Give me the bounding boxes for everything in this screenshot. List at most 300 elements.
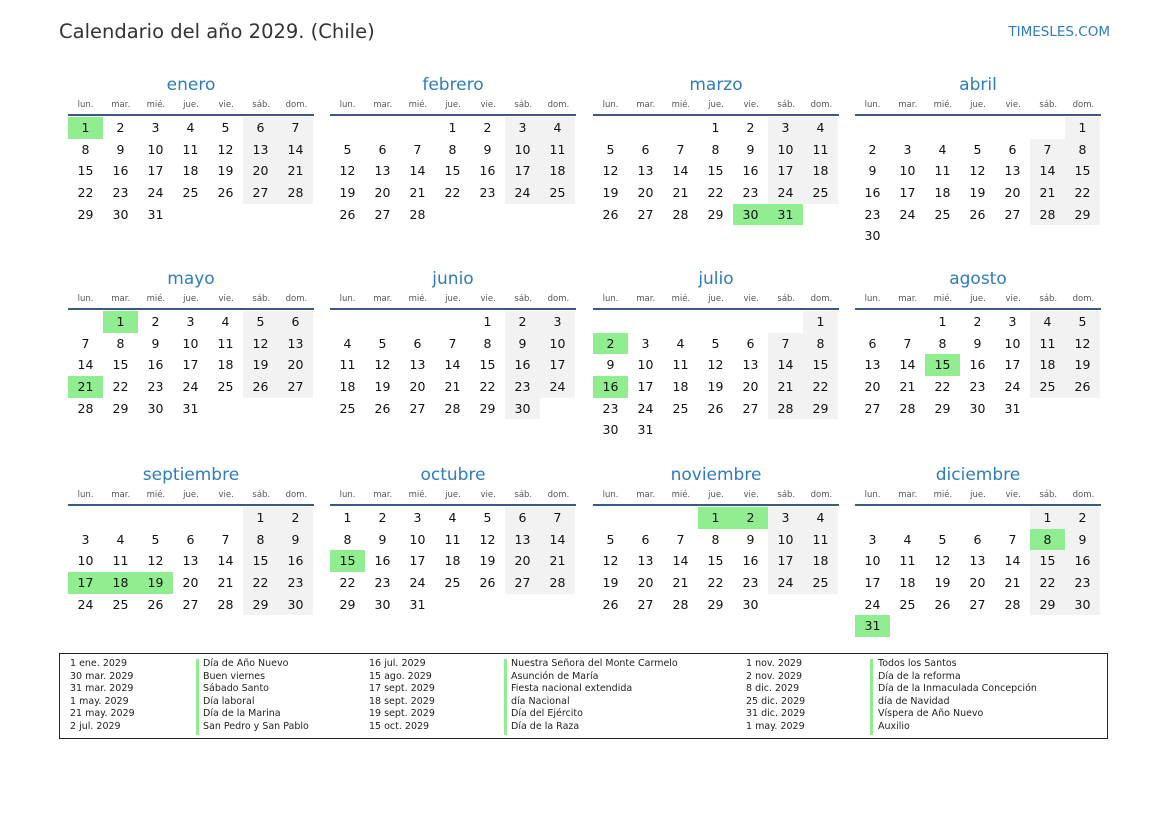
day: 26 (217, 185, 234, 201)
legend-date: 1 nov. 2029 (746, 658, 802, 669)
day: 26 (374, 400, 391, 416)
weekday-label: jue. (970, 294, 986, 304)
day: 23 (864, 206, 881, 222)
weekday-label: mié. (671, 294, 691, 304)
legend-holiday-name: Sábado Santo (203, 683, 269, 695)
day: 7 (81, 335, 90, 351)
day: 14 (444, 357, 461, 373)
day: 21 (899, 379, 916, 395)
day: 15 (1030, 550, 1065, 572)
day: 10 (147, 141, 164, 157)
day: 27 (969, 596, 986, 612)
weekday-label: dom. (547, 100, 570, 110)
day: 22 (339, 575, 356, 591)
day: 10 (540, 333, 575, 355)
day: 7 (413, 141, 422, 157)
day: 3 (186, 314, 195, 329)
day: 5 (151, 531, 160, 547)
weekday-label: sáb. (252, 100, 271, 110)
day: 14 (1004, 553, 1021, 569)
day: 25 (803, 182, 838, 204)
day: 19 (339, 185, 356, 201)
day: 9 (973, 335, 982, 351)
weekday-label: vie. (218, 294, 234, 304)
day: 11 (1030, 333, 1065, 355)
day: 6 (378, 141, 387, 157)
day: 18 (934, 185, 951, 201)
weekday-label: jue. (970, 490, 986, 500)
day: 25 (339, 400, 356, 416)
day: 18 (672, 379, 689, 395)
empty-cell (173, 507, 208, 529)
day: 20 (182, 575, 199, 591)
weekday-label: dom. (285, 294, 308, 304)
weekday-label: vie. (218, 100, 234, 110)
day: 23 (374, 575, 391, 591)
legend-date: 15 ago. 2029 (369, 670, 432, 682)
day: 3 (81, 531, 90, 547)
weekday-header (68, 97, 314, 116)
weekday-label: sáb. (514, 490, 533, 500)
day: 7 (540, 507, 575, 529)
weekday-label: mar. (111, 100, 131, 110)
day: 13 (505, 529, 540, 551)
day: 16 (864, 185, 881, 201)
day: 16 (742, 553, 759, 569)
day: 26 (969, 206, 986, 222)
weekday-label: dom. (1072, 100, 1095, 110)
day: 4 (540, 117, 575, 139)
day: 21 (768, 376, 803, 398)
day: 29 (339, 596, 356, 612)
legend-holiday-name: Día de la Raza (511, 720, 580, 732)
legend-names-col-3 (878, 658, 1037, 734)
empty-cell (68, 311, 103, 333)
month-diciembre (855, 463, 1101, 637)
weekday-label: lun. (602, 294, 619, 304)
day: 26 (602, 206, 619, 222)
day: 16 (278, 550, 313, 572)
day: 9 (1065, 529, 1100, 551)
legend-date: 18 sept. 2029 (369, 695, 435, 707)
day: 20 (505, 550, 540, 572)
day: 22 (1065, 182, 1100, 204)
day: 6 (186, 531, 195, 547)
day-grid (330, 507, 576, 615)
weekday-label: mié. (933, 294, 953, 304)
day-grid (855, 117, 1101, 247)
weekday-label: mié. (933, 100, 953, 110)
weekday-label: sáb. (777, 490, 796, 500)
holiday-day: 31 (855, 615, 890, 637)
day: 12 (602, 163, 619, 179)
day: 9 (278, 529, 313, 551)
empty-cell (960, 507, 995, 529)
day: 14 (768, 354, 803, 376)
day: 6 (868, 335, 877, 351)
day: 17 (409, 553, 426, 569)
day: 25 (217, 379, 234, 395)
day: 11 (934, 163, 951, 179)
empty-cell (1030, 117, 1065, 139)
site-link[interactable]: TIMESLES.COM (1008, 24, 1110, 40)
day-grid (593, 311, 839, 441)
weekday-label: mar. (373, 294, 393, 304)
day: 27 (278, 376, 313, 398)
day: 7 (278, 117, 313, 139)
legend-holiday-name: Buen viernes (203, 670, 266, 682)
day: 7 (221, 531, 230, 547)
month-name: agosto (949, 269, 1007, 289)
day: 21 (444, 379, 461, 395)
day-grid (593, 507, 839, 615)
month-name: noviembre (670, 465, 762, 485)
weekday-header (593, 97, 839, 116)
day: 19 (1065, 354, 1100, 376)
weekday-label: jue. (183, 490, 199, 500)
day: 24 (77, 596, 94, 612)
empty-cell (698, 311, 733, 333)
day: 23 (112, 185, 129, 201)
day: 2 (278, 507, 313, 529)
weekday-label: mié. (408, 294, 428, 304)
day: 1 (343, 510, 352, 525)
day: 5 (243, 311, 278, 333)
legend-dates-col-1 (70, 658, 135, 734)
day: 25 (182, 185, 199, 201)
month-name: diciembre (935, 465, 1021, 485)
day: 30 (1065, 594, 1100, 616)
holiday-day: 31 (768, 204, 803, 226)
month-octubre (330, 463, 576, 615)
legend-holiday-name: Auxilio (878, 720, 910, 732)
day: 1 (803, 311, 838, 333)
legend-date: 17 sept. 2029 (369, 683, 435, 695)
day-grid (68, 117, 314, 225)
legend-date: 2 jul. 2029 (70, 720, 121, 732)
day: 25 (540, 182, 575, 204)
weekday-label: dom. (810, 100, 833, 110)
day: 24 (864, 596, 881, 612)
weekday-label: vie. (480, 294, 496, 304)
day: 5 (221, 120, 230, 135)
month-name: septiembre (142, 465, 240, 485)
day: 19 (707, 379, 724, 395)
day: 1 (1030, 507, 1065, 529)
day: 14 (672, 553, 689, 569)
weekday-label: lun. (864, 100, 881, 110)
day: 3 (505, 117, 540, 139)
day: 15 (1065, 160, 1100, 182)
day: 12 (217, 141, 234, 157)
empty-cell (663, 507, 698, 529)
day: 23 (742, 575, 759, 591)
holiday-day: 15 (925, 354, 960, 376)
legend-holiday-name: Fiesta nacional extendida (511, 683, 633, 695)
day: 3 (151, 120, 160, 135)
day: 22 (444, 185, 461, 201)
weekday-label: vie. (480, 100, 496, 110)
day: 8 (343, 531, 352, 547)
weekday-label: vie. (1005, 100, 1021, 110)
weekday-label: lun. (864, 490, 881, 500)
empty-cell (138, 507, 173, 529)
empty-cell (960, 117, 995, 139)
legend-holiday-name: San Pedro y San Pablo (203, 720, 309, 732)
legend-marker (870, 659, 873, 735)
day: 16 (742, 163, 759, 179)
weekday-label: jue. (708, 100, 724, 110)
month-junio (330, 267, 576, 419)
day: 26 (1065, 376, 1100, 398)
day: 13 (1004, 163, 1021, 179)
day: 1 (711, 120, 720, 135)
day: 2 (746, 120, 755, 135)
day: 28 (444, 400, 461, 416)
empty-cell (628, 117, 663, 139)
day: 16 (1065, 550, 1100, 572)
weekday-label: mar. (111, 294, 131, 304)
holiday-day: 1 (698, 507, 733, 529)
weekday-label: dom. (810, 490, 833, 500)
weekday-label: mié. (408, 490, 428, 500)
day: 18 (899, 575, 916, 591)
empty-cell (365, 117, 400, 139)
empty-cell (855, 311, 890, 333)
weekday-label: mar. (898, 100, 918, 110)
weekday-label: dom. (285, 490, 308, 500)
day: 29 (112, 400, 129, 416)
day: 7 (676, 531, 685, 547)
month-agosto (855, 267, 1101, 419)
day: 5 (483, 510, 492, 525)
day-grid (855, 311, 1101, 419)
weekday-label: vie. (1005, 490, 1021, 500)
weekday-header (330, 97, 576, 116)
legend-date: 31 dic. 2029 (746, 708, 806, 720)
weekday-label: lun. (339, 100, 356, 110)
day: 10 (409, 531, 426, 547)
day: 4 (343, 335, 352, 351)
weekday-label: jue. (445, 294, 461, 304)
day: 28 (217, 596, 234, 612)
day: 12 (602, 553, 619, 569)
day: 11 (803, 139, 838, 161)
day: 10 (768, 529, 803, 551)
weekday-label: mar. (636, 100, 656, 110)
day: 7 (1030, 139, 1065, 161)
weekday-label: lun. (339, 294, 356, 304)
day: 29 (803, 398, 838, 420)
day: 13 (243, 139, 278, 161)
day: 13 (637, 163, 654, 179)
day: 20 (637, 575, 654, 591)
day: 10 (182, 335, 199, 351)
weekday-label: mié. (671, 490, 691, 500)
day: 30 (112, 206, 129, 222)
day: 4 (803, 117, 838, 139)
day: 27 (243, 182, 278, 204)
day: 28 (278, 182, 313, 204)
holiday-day: 15 (330, 550, 365, 572)
weekday-label: sáb. (1039, 100, 1058, 110)
day: 5 (606, 531, 615, 547)
day: 11 (182, 141, 199, 157)
day: 31 (409, 596, 426, 612)
day: 22 (707, 575, 724, 591)
day: 9 (483, 141, 492, 157)
empty-cell (890, 507, 925, 529)
day: 10 (864, 553, 881, 569)
empty-cell (400, 117, 435, 139)
weekday-header (68, 291, 314, 310)
empty-cell (400, 311, 435, 333)
day: 27 (409, 400, 426, 416)
day: 16 (147, 357, 164, 373)
month-febrero (330, 73, 576, 225)
day: 21 (409, 185, 426, 201)
day: 4 (1030, 311, 1065, 333)
day: 22 (479, 379, 496, 395)
weekday-label: sáb. (1039, 294, 1058, 304)
weekday-label: dom. (547, 294, 570, 304)
day: 28 (899, 400, 916, 416)
day: 3 (641, 335, 650, 351)
day: 12 (479, 531, 496, 547)
day: 18 (444, 553, 461, 569)
day: 6 (641, 141, 650, 157)
month-name: mayo (167, 269, 215, 289)
empty-cell (925, 117, 960, 139)
day: 9 (151, 335, 160, 351)
day: 3 (868, 531, 877, 547)
day: 18 (339, 379, 356, 395)
weekday-label: jue. (708, 490, 724, 500)
legend-holiday-name: día de Navidad (878, 695, 950, 707)
day: 4 (186, 120, 195, 135)
day: 22 (934, 379, 951, 395)
legend-date: 31 mar. 2029 (70, 683, 134, 695)
day: 22 (77, 185, 94, 201)
day: 26 (339, 206, 356, 222)
month-septiembre (68, 463, 314, 615)
empty-cell (628, 507, 663, 529)
day: 17 (864, 575, 881, 591)
day: 22 (707, 185, 724, 201)
holiday-day: 8 (1030, 529, 1065, 551)
day: 6 (505, 507, 540, 529)
day: 27 (374, 206, 391, 222)
legend-date: 16 jul. 2029 (369, 658, 426, 669)
day-grid (593, 117, 839, 225)
day: 16 (374, 553, 391, 569)
day: 22 (243, 572, 278, 594)
empty-cell (995, 507, 1030, 529)
day: 6 (973, 531, 982, 547)
day-grid (330, 311, 576, 419)
day: 2 (973, 314, 982, 329)
day: 6 (278, 311, 313, 333)
day: 14 (1030, 160, 1065, 182)
day: 5 (938, 531, 947, 547)
day: 5 (1065, 311, 1100, 333)
month-name: octubre (420, 465, 486, 485)
weekday-label: jue. (445, 490, 461, 500)
day: 18 (803, 550, 838, 572)
empty-cell (68, 507, 103, 529)
day: 30 (147, 400, 164, 416)
day-grid (68, 311, 314, 419)
empty-cell (768, 311, 803, 333)
month-name: marzo (689, 75, 743, 95)
day: 17 (899, 185, 916, 201)
legend-holiday-name: Asunción de María (511, 670, 599, 682)
day: 24 (540, 376, 575, 398)
legend-date: 1 may. 2029 (70, 695, 129, 707)
day: 21 (540, 550, 575, 572)
day: 23 (147, 379, 164, 395)
legend-date: 1 may. 2029 (746, 720, 805, 732)
day: 1 (243, 507, 278, 529)
empty-cell (628, 311, 663, 333)
day: 31 (637, 422, 654, 438)
day: 18 (217, 357, 234, 373)
day: 7 (903, 335, 912, 351)
day: 28 (409, 206, 426, 222)
day: 30 (374, 596, 391, 612)
day: 15 (444, 163, 461, 179)
weekday-label: vie. (743, 490, 759, 500)
day: 17 (1004, 357, 1021, 373)
day: 2 (116, 120, 125, 135)
day: 12 (969, 163, 986, 179)
day-grid (855, 507, 1101, 637)
weekday-label: mar. (636, 490, 656, 500)
day: 17 (768, 160, 803, 182)
holiday-day: 2 (733, 507, 768, 529)
empty-cell (995, 117, 1030, 139)
day: 21 (217, 575, 234, 591)
day: 26 (707, 400, 724, 416)
day: 4 (903, 531, 912, 547)
day: 7 (1008, 531, 1017, 547)
weekday-label: sáb. (777, 294, 796, 304)
month-name: julio (698, 269, 734, 289)
day: 9 (378, 531, 387, 547)
legend-marker (504, 659, 507, 735)
day: 11 (899, 553, 916, 569)
day: 20 (637, 185, 654, 201)
day: 4 (448, 510, 457, 525)
weekday-label: mar. (373, 490, 393, 500)
day: 13 (278, 333, 313, 355)
day: 23 (742, 185, 759, 201)
day: 21 (278, 160, 313, 182)
day: 24 (182, 379, 199, 395)
day: 4 (676, 335, 685, 351)
day: 4 (116, 531, 125, 547)
day: 26 (602, 596, 619, 612)
day: 16 (479, 163, 496, 179)
month-marzo (593, 73, 839, 225)
month-name: enero (166, 75, 216, 95)
weekday-label: jue. (183, 100, 199, 110)
day: 17 (637, 379, 654, 395)
day: 29 (479, 400, 496, 416)
day: 25 (1030, 376, 1065, 398)
month-name: abril (959, 75, 997, 95)
day: 11 (112, 553, 129, 569)
